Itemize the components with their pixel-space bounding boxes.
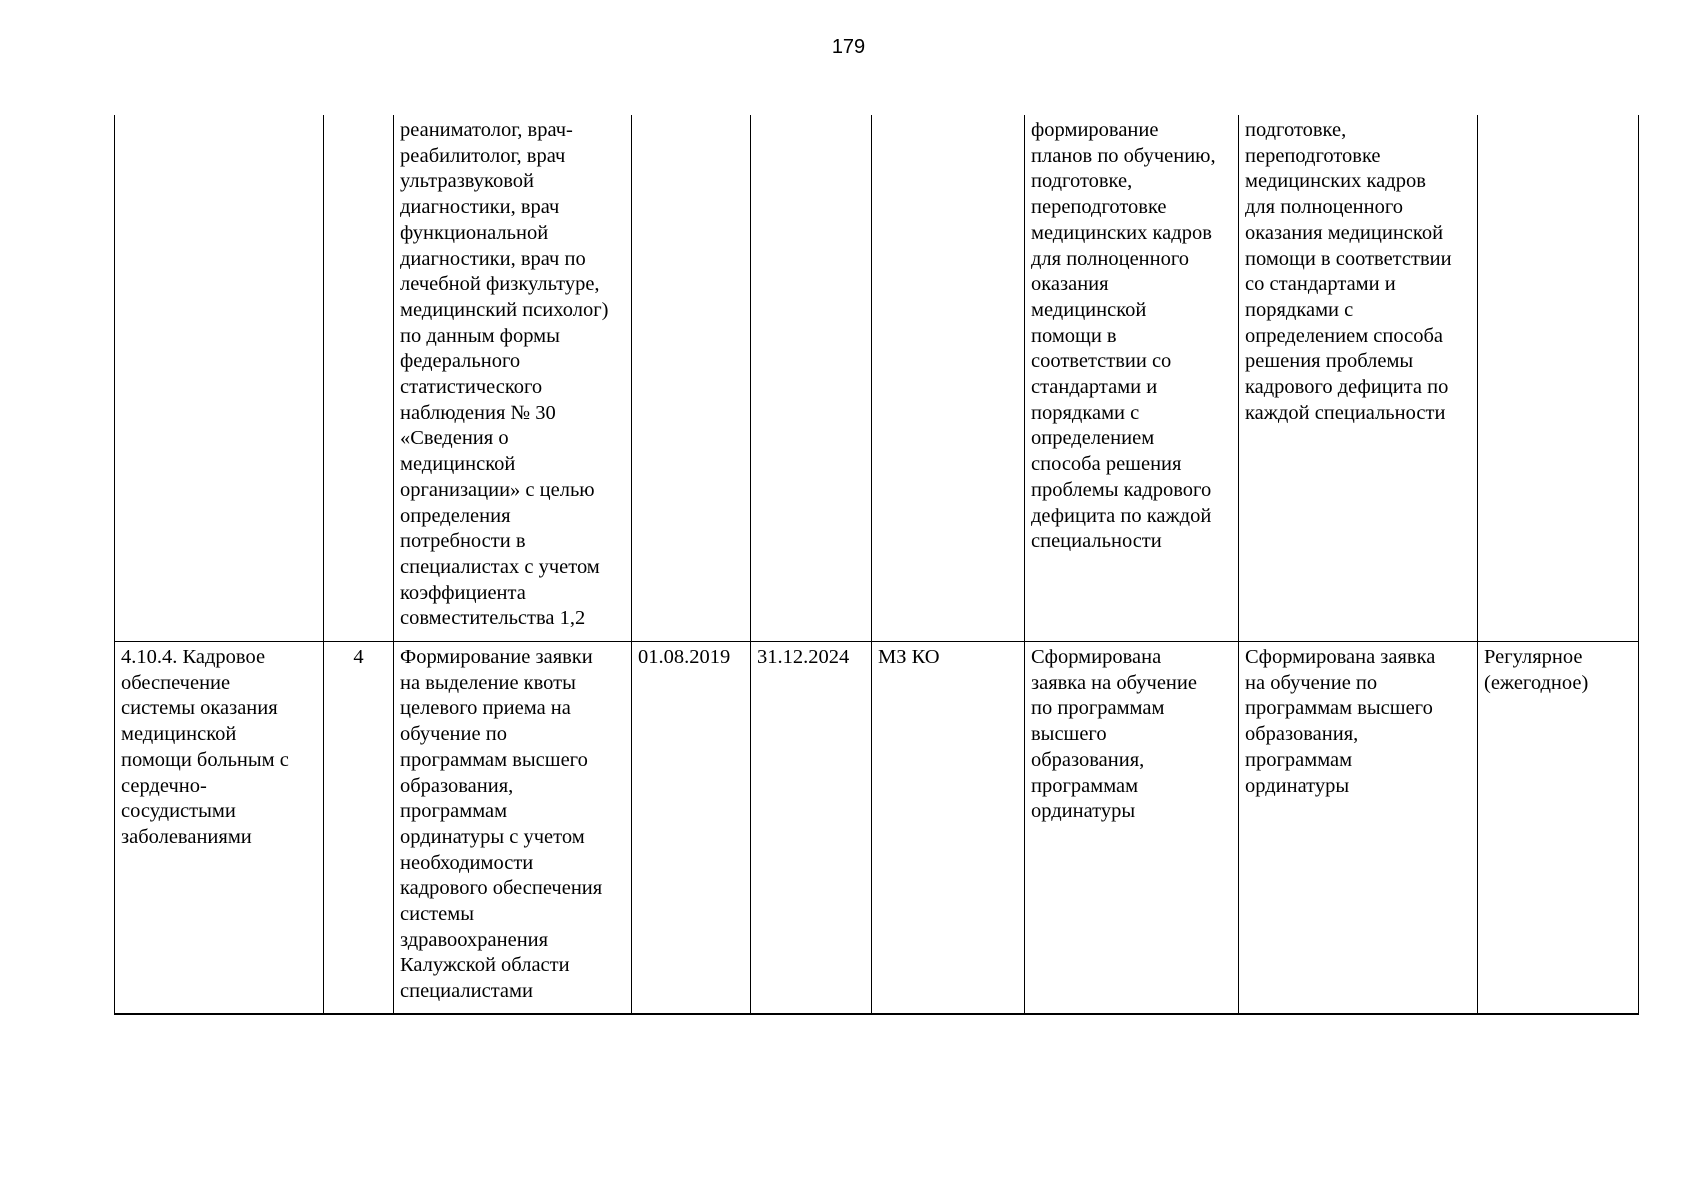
table-cell-frequency	[1478, 115, 1639, 642]
activity-table	[114, 115, 1639, 1015]
table-cell-result: формирование планов по обучению, подготовке, переподготовке медицинских кадров для полноценного оказания медицинской помощи в соответствии со стандартами и порядками с определением способа решения проблемы кадрового дефицита по каждой специальности	[1025, 115, 1239, 642]
table-cell-number	[324, 115, 394, 642]
table-cell-end-date	[751, 115, 872, 642]
page-number: 179	[831, 36, 866, 58]
table-cell-end-date: 31.12.2024	[751, 642, 872, 1015]
table-cell-start-date: 01.08.2019	[632, 642, 751, 1015]
table-cell-result: Сформирована заявка на обучение по программам высшего образования, программам ординатуры	[1025, 642, 1239, 1015]
table-cell-activity: реаниматолог, врач- реабилитолог, врач ультразвуковой диагностики, врач функциональной диагностики, врач по лечебной физкультуре, медицинский психолог) по данным формы федерального статистического наблюдения № 30 «Сведения о медицинской организации» с целью определения потребности в специалистах с учетом коэффициента совместительства 1,2	[394, 115, 632, 642]
table-cell-responsible	[872, 115, 1025, 642]
table-cell-indicator: подготовке, переподготовке медицинских кадров для полноценного оказания медицинской помощи в соответствии со стандартами и порядками с определением способа решения проблемы кадрового дефицита по каждой специальности	[1239, 115, 1478, 642]
table-cell-responsible: МЗ КО	[872, 642, 1025, 1015]
table-cell-indicator: Сформирована заявка на обучение по программам высшего образования, программам ординатуры	[1239, 642, 1478, 1015]
table-cell-start-date	[632, 115, 751, 642]
table-cell-activity: Формирование заявки на выделение квоты целевого приема на обучение по программам высшего образования, программам ординатуры с учетом необходимости кадрового обеспечения системы здравоохранения Калужской области специалистами	[394, 642, 632, 1015]
table-cell-number: 4	[324, 642, 394, 1015]
table-row	[115, 642, 1639, 1015]
table-row	[115, 115, 1639, 642]
table-cell-task	[115, 115, 324, 642]
table-cell-task: 4.10.4. Кадровое обеспечение системы оказания медицинской помощи больным с сердечно- сосудистыми заболеваниями	[115, 642, 324, 1015]
table-cell-frequency: Регулярное (ежегодное)	[1478, 642, 1639, 1015]
